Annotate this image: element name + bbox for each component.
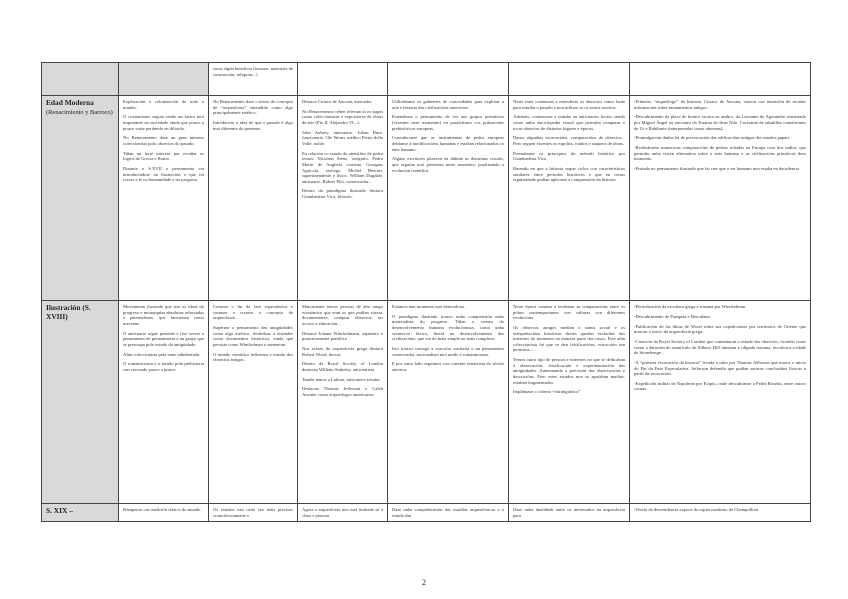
table-cell: [388, 301, 509, 504]
cell-paragraph: E por outro lado seguimos coa corrente estetizista do século anterior.: [392, 361, 504, 372]
table-cell: [630, 301, 811, 504]
cell-paragraph: Durante o S.XVII o pensamento vai introducíndose na ilustración o que fai crecer a fe na humanidade e no progreso: [123, 166, 204, 183]
cell-paragraph: O romanticismo e o estudo pola prehistoria van crecendo pouco a pouco.: [123, 361, 204, 372]
cell-paragraph: Dase unha dualidade entre os interesados na arqueoloxía para: [513, 507, 625, 518]
period-subtitle: (Renacimiento y Barroco): [46, 108, 113, 116]
cell-paragraph: Tamén temos a Lafitau, misionero-xesuíta.: [302, 376, 381, 382]
cell-paragraph: -A “primera escavación da historia” levada a cabo por Thomas Jefferson que marca o inicio do Fin da Fase Especulativa. Jefferson defendía que podían sacarse conclusións lóxicas a partir da escavación.: [634, 359, 806, 377]
cell-paragraph: Neste época comeza a lexitimar as comparacións entre os pobos contemporáneos con culturas con diferentes evolucións.: [513, 304, 625, 321]
cell-paragraph: Ademais, comezouse a estudar en anticuarios locais, sendo como unha enciclopedia visual que permitía comparar e tocar obxectos de distintos lugares e épocas.: [513, 114, 625, 131]
table-cell: [298, 504, 388, 522]
period-name: S. XIX –: [46, 506, 73, 515]
cell-paragraph: Supérase o pensamento das antigüidades como algo estético, levándoas a entender como documentos históricos, ainda que persiste como Winckelman o sumentan.: [213, 324, 293, 347]
table-cell: [509, 63, 630, 96]
cell-paragraph: Danse algunhas escavacións, comparacións de obxectos... Pero seguen vixentes os espoliss, roubos e saqueos de obras.: [513, 135, 625, 146]
table-cell: [388, 63, 509, 96]
cell-paragraph: Movemento ilustrado que trae as ideas do progreso e monarquías absolutas reforzadas e paternalistas, que funcionan como mecenas.: [123, 304, 204, 326]
table-row: [42, 504, 811, 522]
period-cell: [42, 96, 119, 301]
cell-paragraph: -Realizáronse numerosas comparacións de pedras achadas en Europa coas dos indios, que permitiu unha visión alternativa sobre o ente humano e as civilizacións primitivas dese momento.: [634, 145, 806, 162]
table-row: [42, 301, 811, 504]
cell-paragraph: -Descubrimento da placa de bronce escrita en umbro, da Lucoante de Agesandro restaurado por Miguel Ángel ou encontro do Estatua do deus Nilo, Corixanta de tabulillas cuneiformes de Ur e Babilonia (interpretadas como ideomas)...: [634, 114, 806, 131]
cell-paragraph: Destaca Ciriaco de Ancona, mercader.: [302, 99, 373, 104]
cell-paragraph: O cristianismo seguia sendo un factor moi importante na sociedade ainda que pouco a pouco vaise perdendo en dilixida.: [123, 114, 204, 131]
period-name: Edad Moderna: [46, 98, 94, 107]
cell-paragraph: Considerouse que as instrumentas de pedra europeas debíanse á modificacións humanas e estaban relacionados co ente humano.: [392, 135, 504, 152]
table-cell: [509, 301, 630, 504]
cell-paragraph: -Promulgación dunha lei de preservación das edificacións antigas dos estados papais: [634, 135, 790, 141]
table-cell: [209, 96, 298, 301]
table-cell: [388, 96, 509, 301]
cell-paragraph: Os obxectos antigos median o status social e os interpretacións históricas destes quedan excluidas dos intereses do momento na maioría parte dos casos. Este afán coleccionista fai que se den falsificacións, estracción sen permisos....: [513, 324, 625, 353]
cell-paragraph: Algúns escritores púxeron en dúbida as doutrinas cristiás, que seguían moi presentes neste momento, paralizando a evolución científica.: [392, 156, 504, 173]
table-cell: [119, 504, 209, 522]
cell-paragraph: -Teoría da descendencia expoca da capita moderno de Champollion: [634, 507, 759, 512]
cell-paragraph: Dentro da Royal Society of London destacan William Stukeley, anticuarista: [302, 361, 383, 372]
cell-paragraph: Dentro do paradigma ilustrado destaca Giambattista Vico, filósofo.: [302, 188, 383, 200]
cell-paragraph: -Primeiro “arqueólogo” da historia, Ciriaco de Ancona, viaxou con intención de recadar información sobre monumentos antigos.: [634, 99, 806, 110]
cell-paragraph: Temos outro tipo de persoas e intereses no que se dedicaban á observación, clasificación e experimentación das antigüidades. Aumentando a precisión das observacións e descricións. Pero estes estudos non se apoiaban maiítas, estaban fragmentados.: [513, 357, 625, 385]
table-cell: [630, 96, 811, 301]
cell-paragraph: sacar algún beneficio (tesouro, materiais de construción, reliquias...): [213, 66, 293, 77]
table-cell: [509, 96, 630, 301]
table-cell: [630, 63, 811, 96]
cell-paragraph: Implántase o criterio “estratigráfico”: [513, 389, 581, 395]
cell-paragraph: Destacan Thomas Jefferson e Caleb Atwater como arqueólogos americanos.: [302, 386, 383, 398]
table-cell: [298, 301, 388, 504]
period-cell: [42, 301, 119, 504]
period-cell: [42, 63, 119, 96]
cell-paragraph: Formulanse os principios do método histórico por Giambattista Vico.: [513, 150, 625, 162]
table-cell: [509, 504, 630, 522]
cell-paragraph: -Expedición militar de Napoleón por Exipto, onde descubrimse a Pedra Rosetta, entre outros cousas.: [634, 380, 806, 392]
history-of-archaeology-table: [41, 62, 811, 522]
table-cell: [298, 96, 388, 301]
table-cell: [209, 504, 298, 522]
cell-paragraph: No Renacemento dase un gran interese coleccionista polo obxectos do pasado.: [123, 135, 204, 146]
cell-paragraph: Nos orixes da arqueoloxía grega destaca Robert Wood, doctor.: [302, 345, 383, 357]
period-cell: [42, 504, 119, 522]
cell-paragraph: Rómpense cas tradición clásico do mundo: [123, 507, 201, 512]
table-row: [42, 63, 811, 96]
cell-paragraph: Comeza o fin da fase especulativa e comeza a crearse o concepto de arqueoloxía.: [213, 304, 293, 321]
cell-paragraph: -Entrada no pensamento ilustrado que fai crer que o ser humano non estaba en decadencia: [634, 166, 800, 172]
table-cell: [209, 63, 298, 96]
cell-paragraph: -Periodización da escultura grega e romana por Winckelman: [634, 304, 746, 309]
cell-paragraph: John Aubrey, anticuario. Julian Bure, funcionario. Ole Worm, médico Pietro della Valle, noble.: [302, 129, 383, 146]
cell-paragraph: Os estudos ean cada vez máis precisos cronolóxicamente e: [213, 507, 293, 518]
cell-paragraph: -Publicación de las libras de Wood sobre sus expediciones por territorios de Oriente que marcan o inicio da arqueoloxía grega.: [634, 323, 806, 335]
cell-paragraph: Isto trouxo consigo a reacción contraria e un pensamento conservador, nacionalista moi unido ó romanticismo.: [392, 345, 504, 357]
table-row: [42, 96, 811, 301]
cell-paragraph: Estendeuse o pensamento de ver aos grupos primitivos (viventes nese momento) en paralelismo cos poboacións prehistóricas europeas.: [392, 114, 504, 131]
table-cell: [298, 63, 388, 96]
table-cell: [119, 96, 209, 301]
cell-paragraph: En relación co estudo de utensilios de pedra temos: Nicolaus Steno, xeógrafo. Pedro Martir de Anglería cronista. Georgius Agricola, xeólogo. Michel Mercati, superintendente e físico. William Dugdale, anticuario. Robert Plot, conservador...: [302, 150, 383, 184]
cell-paragraph: Utilizábanse os gabinetes de curiosidades para explorar a arte e historia das civilizacións anteriores.: [392, 99, 504, 110]
cell-paragraph: Maiormente temos persoas de alto rango económico que eran os que podían viaxar, documentarse, comprar obxectos, ter acceso a educación...: [302, 304, 383, 326]
cell-paragraph: Neste inter comenzan a estenderse os obxectos como fonte para estudar o pasado e non utilizar so os restos escritos.: [513, 99, 625, 110]
cell-paragraph: Agora a arqueoloxía non está limitada só á clase e persoas: [302, 507, 383, 518]
page-number: 2: [422, 578, 426, 587]
cell-paragraph: Exploración e colonización de todo o mundo.: [123, 99, 204, 110]
table-cell: [209, 301, 298, 504]
cell-paragraph: -Descubrimento de Pompeia e Herculana.: [634, 313, 711, 319]
cell-paragraph: Dase unha comprehensión das estadías arqueolóxicas e o estudo das: [392, 507, 504, 518]
cell-paragraph: Tiñan un forte interese por recuñar os logros de Grecia e Roma.: [123, 150, 204, 162]
table-cell: [119, 63, 209, 96]
cell-paragraph: No Renacemento dase o inicio do concepto de “arqueoloxía” entendido como algo principalmente estético.: [213, 99, 293, 116]
cell-paragraph: -Creación da Royal Society of London que comentaron o estudo das obxectos, facendo cosas como a datación do montículo de Silbury Hill intentan a cálgada romana, recolector a idade de Stonehenge...: [634, 338, 806, 356]
cell-paragraph: Estamos nun momento moi heterodoxo.: [392, 304, 466, 309]
cell-paragraph: Afán coleccionista pola tenie adinheirada.: [123, 351, 201, 357]
cell-paragraph: No Renacemento teñen relevancia os papas como coleccionistas e expositores de obras de arte (Pío II, Alejandro VI...).: [302, 108, 383, 125]
table-cell: [119, 301, 209, 504]
cell-paragraph: Baseado en que a historia segue ciclos con características similares entre períodos históricos e que en certas regularidade podían aplicarse a comprensión da historia.: [513, 166, 625, 183]
period-name: Ilustración (S. XVIII): [46, 303, 91, 321]
table-cell: [388, 504, 509, 522]
cell-paragraph: O paradigma ilustrado trouxo unha comprensión máis materialista do progreso. Tiñan a crenza do desenvolvemento humano evolucionista, como unha secuencia lóxica, lineal no desenvolvemento das civilizacións, que vai do máis simple ao máis complexo.: [392, 313, 504, 342]
cell-paragraph: O mundo científico influenza o estudo dos obxectos antigos.: [213, 351, 293, 363]
cell-paragraph: O anticuario segue presente e fixo crecer o pensamento de permanencia a un grupo que se preocupa polo estudo da antigüidade.: [123, 330, 204, 347]
cell-paragraph: Destaca Johann Winckelmann, zapateiro e posteriormente pontífice: [302, 330, 383, 342]
cell-paragraph: Introdúcese a idea de que o pasado é algo moi diferente do presente.: [213, 119, 293, 131]
table-cell: [630, 504, 811, 522]
